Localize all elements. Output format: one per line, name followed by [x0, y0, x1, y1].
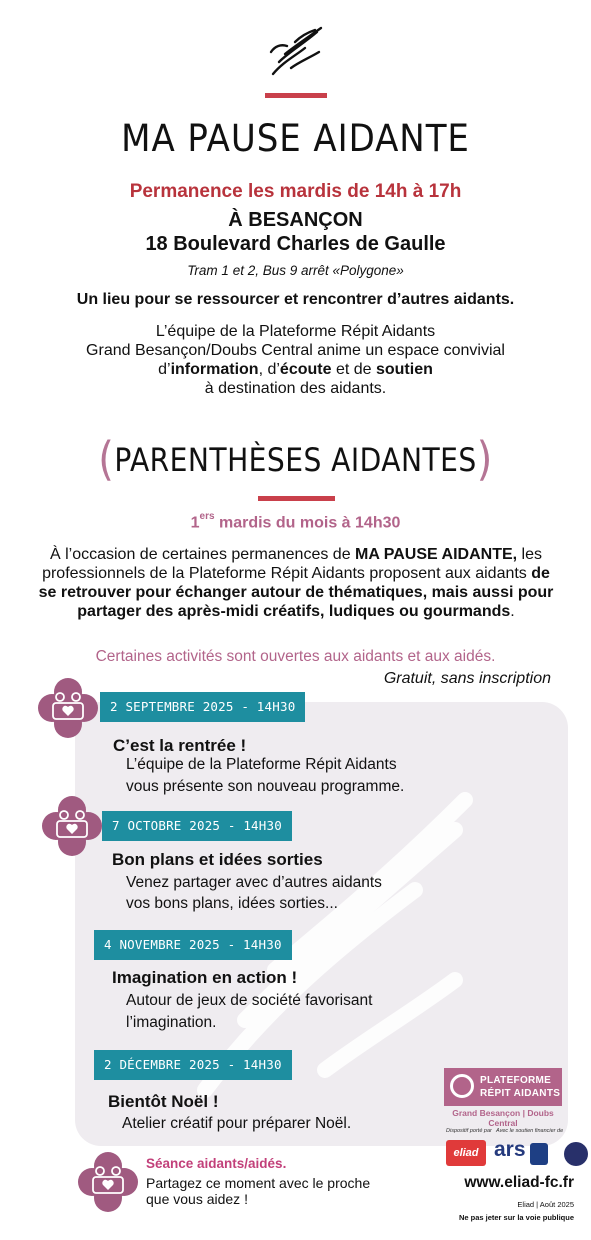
plateforme-logo: PLATEFORME RÉPIT AIDANTS — [444, 1068, 562, 1106]
duo-heart-badge-icon — [78, 1152, 138, 1212]
event-date: 2 SEPTEMBRE 2025 - 14H30 — [100, 692, 305, 722]
region-logo-icon — [530, 1143, 548, 1165]
page-title: MA PAUSE AIDANTE — [121, 117, 470, 160]
disposal-notice: Ne pas jeter sur la voie publique — [458, 1213, 574, 1222]
event-date: 4 NOVEMBRE 2025 - 14H30 — [94, 930, 292, 960]
intro-description: L’équipe de la Plateforme Répit Aidants Grand Besançon/Doubs Central anime un espace convivial d’information, d’écoute et de soutien à destination des aidants. — [86, 323, 505, 397]
event-text: vous présente son nouveau programme. — [126, 778, 405, 795]
caring-hands-icon — [265, 22, 327, 82]
top-divider — [265, 93, 327, 98]
event-title: Bon plans et idées sorties — [112, 850, 323, 869]
support-caption: Avec le soutien financier de — [496, 1128, 564, 1134]
duo-heart-badge-icon — [38, 678, 98, 738]
seance-title: Séance aidants/aidés. — [146, 1156, 287, 1171]
eliad-logo: eliad — [446, 1140, 486, 1166]
event-text: Autour de jeux de société favorisant — [126, 992, 373, 1009]
event-title: Imagination en action ! — [112, 968, 298, 987]
section-divider — [258, 496, 335, 501]
event-text: l’imagination. — [126, 1014, 217, 1031]
event-text: Atelier créatif pour préparer Noël. — [122, 1115, 352, 1132]
open-activities-note: Certaines activités sont ouvertes aux aidants et aux aidés. — [95, 648, 496, 665]
carried-by-caption: Dispositif porté par — [446, 1128, 492, 1134]
address-text: 18 Boulevard Charles de Gaulle — [145, 233, 446, 255]
seal-logo-icon — [564, 1142, 588, 1166]
transport-text: Tram 1 et 2, Bus 9 arrêt «Polygone» — [187, 263, 404, 278]
duo-heart-badge-icon — [42, 796, 102, 856]
event-date: 7 OCTOBRE 2025 - 14H30 — [102, 811, 292, 841]
tagline: Un lieu pour se ressourcer et rencontrer d’autres aidants. — [76, 291, 515, 308]
schedule-text: Permanence les mardis de 14h à 17h — [129, 181, 462, 202]
logo-subtitle: Grand Besançon | Doubs Central — [452, 1108, 554, 1128]
parentheses-description: À l’occasion de certaines permanences de MA PAUSE AIDANTE, les professionnels de la Plateforme Répit Aidants proposent aux aidants de se retrouver pour échanger autour de thématiques, mais aussi pour partager des après-midi créatifs, ludiques ou gourmands. — [38, 546, 554, 620]
free-note: Gratuit, sans inscription — [383, 670, 551, 687]
credit-text: Eliad | Août 2025 — [517, 1200, 574, 1209]
event-title: Bientôt Noël ! — [108, 1092, 219, 1111]
parentheses-schedule: 1ers mardis du mois à 14h30 — [190, 511, 401, 532]
event-text: Venez partager avec d’autres aidants — [126, 874, 382, 891]
event-text: vos bons plans, idées sorties... — [126, 895, 338, 912]
event-date: 2 DÉCEMBRE 2025 - 14H30 — [94, 1050, 292, 1080]
logo-circle-icon — [450, 1074, 474, 1098]
city-text: À BESANÇON — [228, 209, 363, 231]
website-link[interactable]: www.eliad-fc.fr — [464, 1174, 574, 1191]
section-title: (PARENTHÈSES AIDANTES) — [98, 432, 493, 486]
seance-text: Partagez ce moment avec le proche que vous aidez ! — [146, 1175, 371, 1207]
event-title: C’est la rentrée ! — [113, 736, 247, 755]
ars-logo: ars — [494, 1138, 526, 1161]
event-text: L’équipe de la Plateforme Répit Aidants — [126, 756, 397, 773]
